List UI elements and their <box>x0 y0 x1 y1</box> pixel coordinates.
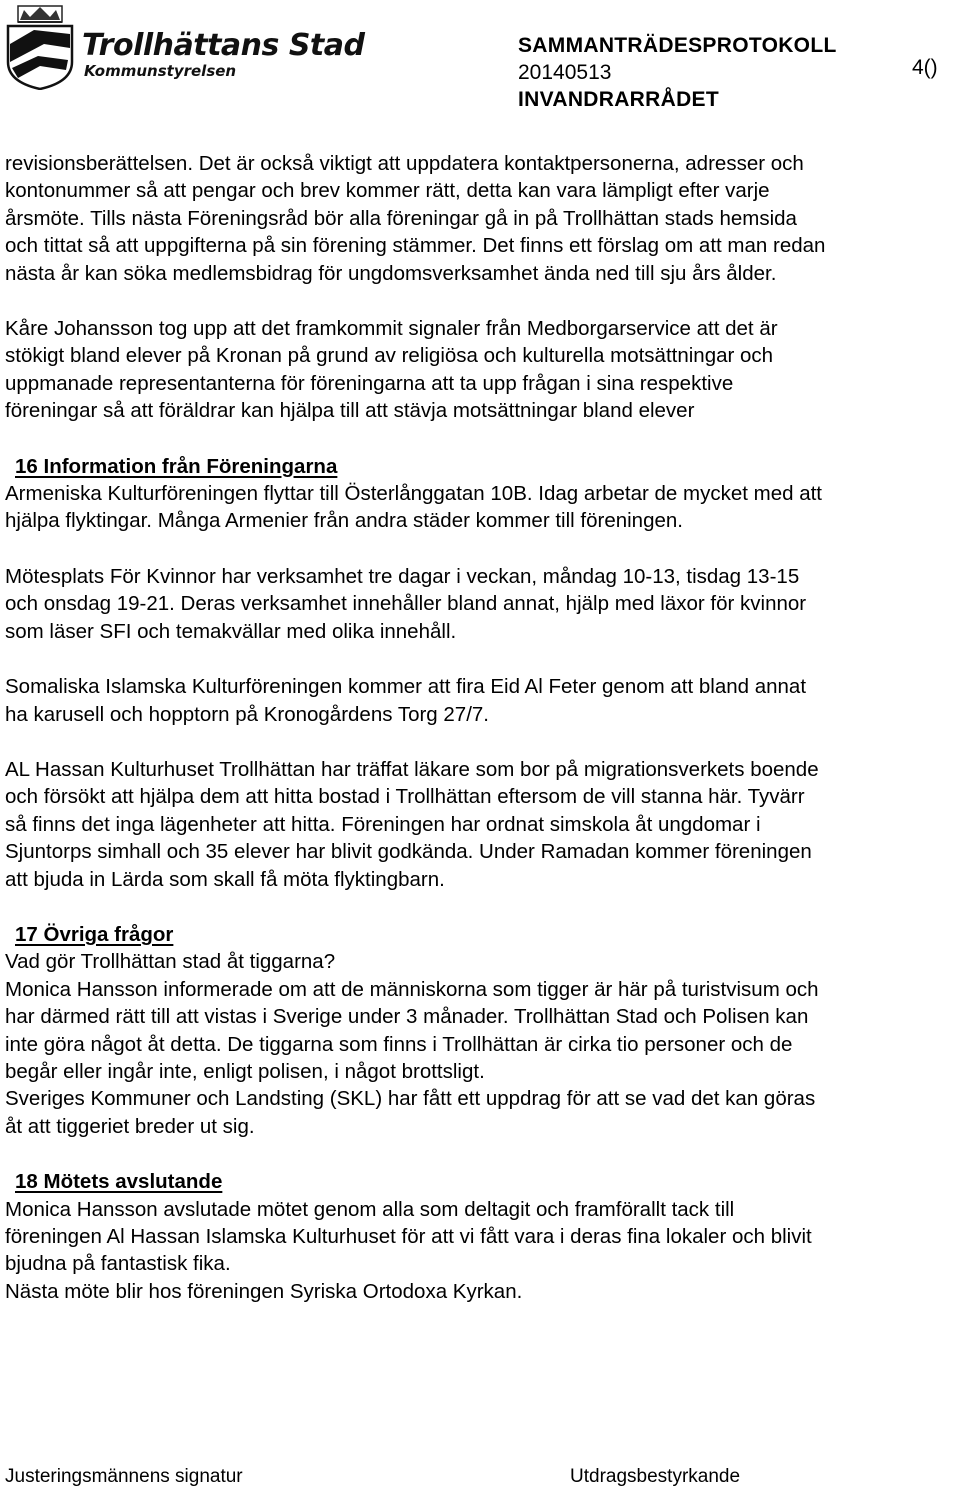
text-line: har därmed rätt till att vistas i Sverige under 3 månader. Trollhättan Stad och Polisen kan <box>5 1005 809 1029</box>
text-line: hjälpa flyktingar. Många Armenier från andra städer kommer till föreningen. <box>5 509 683 533</box>
section-18-heading-text: 18 Mötets avslutande <box>15 1170 223 1194</box>
text-line: Monica Hansson avslutade mötet genom alla som deltagit och framförallt tack till <box>5 1197 735 1221</box>
extract-certification-label: Utdragsbestyrkande <box>570 1466 741 1487</box>
text-line: årsmöte. Tills nästa Föreningsråd bör alla föreningar gå in på Trollhättan stads hemsida <box>5 206 797 230</box>
protocol-title: SAMMANTRÄDESPROTOKOLL <box>518 34 837 57</box>
text-line: Mötesplats För Kvinnor har verksamhet tre dagar i veckan, måndag 10-13, tisdag 13-15 <box>5 564 800 588</box>
page-header <box>0 0 960 110</box>
text-line: Armeniska Kulturföreningen flyttar till Österlånggatan 10B. Idag arbetar de mycket med att <box>5 482 822 506</box>
text-line: AL Hassan Kulturhuset Trollhättan har träffat läkare som bor på migrationsverkets boende <box>5 757 819 781</box>
section-18-heading <box>5 1168 955 1195</box>
intro-paragraph <box>5 150 955 287</box>
motesplats-paragraph <box>5 563 955 645</box>
section-17-heading-text: 17 Övriga frågor <box>15 922 174 946</box>
text-line: Kåre Johansson tog upp att det framkommit signaler från Medborgarservice att det är <box>5 317 778 341</box>
protocol-date: 20140513 <box>518 61 612 84</box>
motets-avslutande-paragraph <box>5 1196 955 1306</box>
signature-label: Justeringsmännens signatur <box>5 1466 243 1487</box>
section-16-heading-text: 16 Information från Föreningarna <box>15 454 338 478</box>
page-number: 4() <box>912 56 938 79</box>
text-line: så finns det inga lägenheter att hitta. Föreningen har ordnat simskola åt ungdomar i <box>5 812 761 836</box>
text-line: Vad gör Trollhättan stad åt tiggarna? <box>5 950 336 974</box>
text-line: och onsdag 19-21. Deras verksamhet innehåller bland annat, hjälp med läxor för kvinnor <box>5 592 807 616</box>
text-line: Monica Hansson informerade om att de människorna som tigger är här på turistvisum och <box>5 977 819 1001</box>
text-line: inte göra något åt detta. De tiggarna som finns i Trollhättan är cirka tio personer och de <box>5 1032 793 1056</box>
municipal-crest-icon <box>4 4 76 90</box>
logo-subtitle: Kommunstyrelsen <box>84 62 237 80</box>
text-line: nästa år kan söka medlemsbidrag för ungdomsverksamhet ända ned till sju års ålder. <box>5 261 777 285</box>
text-line: åt att tiggeriet breder ut sig. <box>5 1114 255 1138</box>
section-17-heading <box>5 921 955 948</box>
text-line: revisionsberättelsen. Det är också viktigt att uppdatera kontaktpersonerna, adresser och <box>5 152 804 175</box>
text-line: föreningen Al Hassan Islamska Kulturhuset för att vi fått vara i deras fina lokaler och blivit <box>5 1225 812 1248</box>
text-line: uppmanade representanterna för föreningarna att ta upp frågan i sina respektive <box>5 371 734 395</box>
text-line: Nästa möte blir hos föreningen Syriska Ortodoxa Kyrkan. <box>5 1279 523 1303</box>
text-line: stökigt bland elever på Kronan på grund av religiösa och kulturella motsättningar och <box>5 344 774 368</box>
text-line: Sveriges Kommuner och Landsting (SKL) har fått ett uppdrag för att se vad det kan göras <box>5 1087 816 1111</box>
text-line: Somaliska Islamska Kulturföreningen kommer att fira Eid Al Feter genom att bland annat <box>5 675 807 699</box>
al-hassan-paragraph <box>5 756 955 893</box>
text-line: ha karusell och hopptorn på Kronogårdens Torg 27/7. <box>5 702 489 726</box>
logo-title: Trollhättans Stad <box>82 28 365 63</box>
text-line: och försökt att hjälpa dem att hitta bostad i Trollhättan eftersom de vill stanna här. Tyvärr <box>5 785 805 809</box>
text-line: och tittat så att uppgifterna på sin förening stämmer. Det finns ett förslag om att man redan <box>5 234 826 258</box>
ovriga-fragor-paragraph <box>5 948 955 1140</box>
text-line: Sjuntorps simhall och 35 elever har blivit godkända. Under Ramadan kommer föreningen <box>5 840 812 864</box>
text-line: föreningar så att föräldrar kan hjälpa till att stävja motsättningar bland elever <box>5 399 695 423</box>
armeniska-paragraph <box>5 480 955 535</box>
text-line: att bjuda in Lärda som skall få möta flyktingbarn. <box>5 867 445 891</box>
text-line: bjudna på fantastisk fika. <box>5 1252 231 1276</box>
protocol-body-name: INVANDRARRÅDET <box>518 88 719 111</box>
kare-johansson-paragraph <box>5 315 955 425</box>
text-line: kontonummer så att pengar och brev kommer rätt, detta kan vara lämpligt efter varje <box>5 179 770 203</box>
document-body <box>5 150 955 1305</box>
text-line: begår eller ingår inte, enligt polisen, i något brottsligt. <box>5 1059 485 1083</box>
section-16-heading <box>5 453 955 480</box>
somaliska-paragraph <box>5 673 955 728</box>
text-line: som läser SFI och temakvällar med olika innehåll. <box>5 619 457 643</box>
